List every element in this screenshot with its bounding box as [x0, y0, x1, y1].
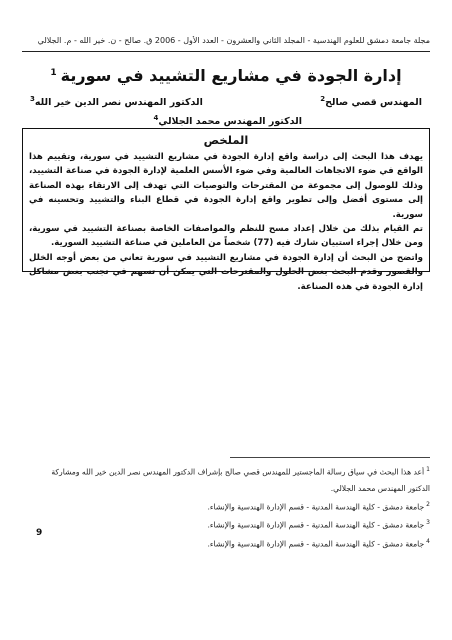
author-2 — [30, 95, 203, 108]
footnote-rule — [230, 457, 430, 458]
footnote-text: جامعة دمشق - كلية الهندسة المدنية - قسم الإدارة الهندسية والإنشاء. — [207, 539, 425, 549]
authors-row — [30, 95, 422, 108]
author-1-name: المهندس قصي صالح — [325, 97, 422, 109]
footnotes — [40, 462, 430, 552]
author-1 — [320, 95, 422, 108]
header-rule — [22, 51, 430, 52]
author-2-name: الدكتور المهندس نصر الدين خير الله — [34, 97, 203, 109]
author-3-name: الدكتور المهندس محمد الجلالي — [158, 116, 302, 128]
footnote-text: أعد هذا البحث في سياق رسالة الماجستير للمهندس قصي صالح بإشراف الدكتور المهندس نصر الدين خير الله ومشاركة الدكتور المهندس محمد الجلالي. — [51, 467, 430, 493]
author-3 — [153, 114, 302, 127]
footnote — [40, 515, 430, 534]
footnote-mark: 2 — [426, 500, 430, 508]
footnote-mark: 3 — [426, 519, 430, 527]
abstract-paragraph: تم القيام بذلك من خلال إعداد مسح للنظم والمواصفات الخاصة بصناعة التشييد في سورية، ومن خلال إجراء استبيان شارك فيه (77) شخصاً من العاملين في صناعة التشييد السورية. — [29, 224, 423, 249]
paper-title — [40, 66, 412, 85]
footnote — [40, 462, 430, 497]
title-footnote-mark: 1 — [50, 67, 57, 78]
author-2-mark: 3 — [30, 95, 35, 103]
footnote-mark: 1 — [426, 466, 430, 473]
paper-title-text: إدارة الجودة في مشاريع التشييد في سورية — [60, 66, 402, 85]
page-number: 9 — [36, 528, 43, 538]
abstract-paragraph: واتضح من البحث أن إدارة الجودة في مشاريع التشييد في سورية تعاني من بعض أوجه الخلل والقصور وقدم البحث بعض الحلول والمقترحات التي يمكن أن تسهم في تجنب بعض مشاكل إدارة الجودة في هذه الصناعة. — [29, 252, 423, 292]
footnote — [40, 534, 430, 553]
footnote-mark: 4 — [426, 537, 430, 545]
abstract-box — [22, 128, 430, 292]
footnote — [40, 497, 430, 516]
footnote-text: جامعة دمشق - كلية الهندسة المدنية - قسم الإدارة الهندسية والإنشاء. — [207, 520, 425, 530]
abstract-paragraph: يهدف هذا البحث إلى دراسة واقع إدارة الجودة في مشاريع التشييد في سورية، وتقييم هذا الواقع في ضوء الاتجاهات العالمية وفي ضوء الأسس العلمية لإدارة الجودة في صناعة التشييد، وذلك للوصول إلى مجموعة من المقترحات والتوصيات التي تهدف إلى الارتقاء بهذه الصناعة إلى مستوى أفضل وإلى تطوير واقع إدارة الجودة في قطاع البناء والتشييد وتحسينه في سورية. — [29, 152, 423, 220]
footnote-text: جامعة دمشق - كلية الهندسة المدنية - قسم الإدارة الهندسية والإنشاء. — [207, 502, 425, 512]
author-1-mark: 2 — [320, 95, 326, 103]
author-3-mark: 4 — [153, 114, 159, 122]
abstract-heading: الملخص — [203, 133, 249, 147]
running-header: مجلة جامعة دمشق للعلوم الهندسية - المجلد الثاني والعشرون - العدد الأول - 2006 ق. صالح - ن. خير الله - م. الجلالي — [37, 36, 430, 45]
